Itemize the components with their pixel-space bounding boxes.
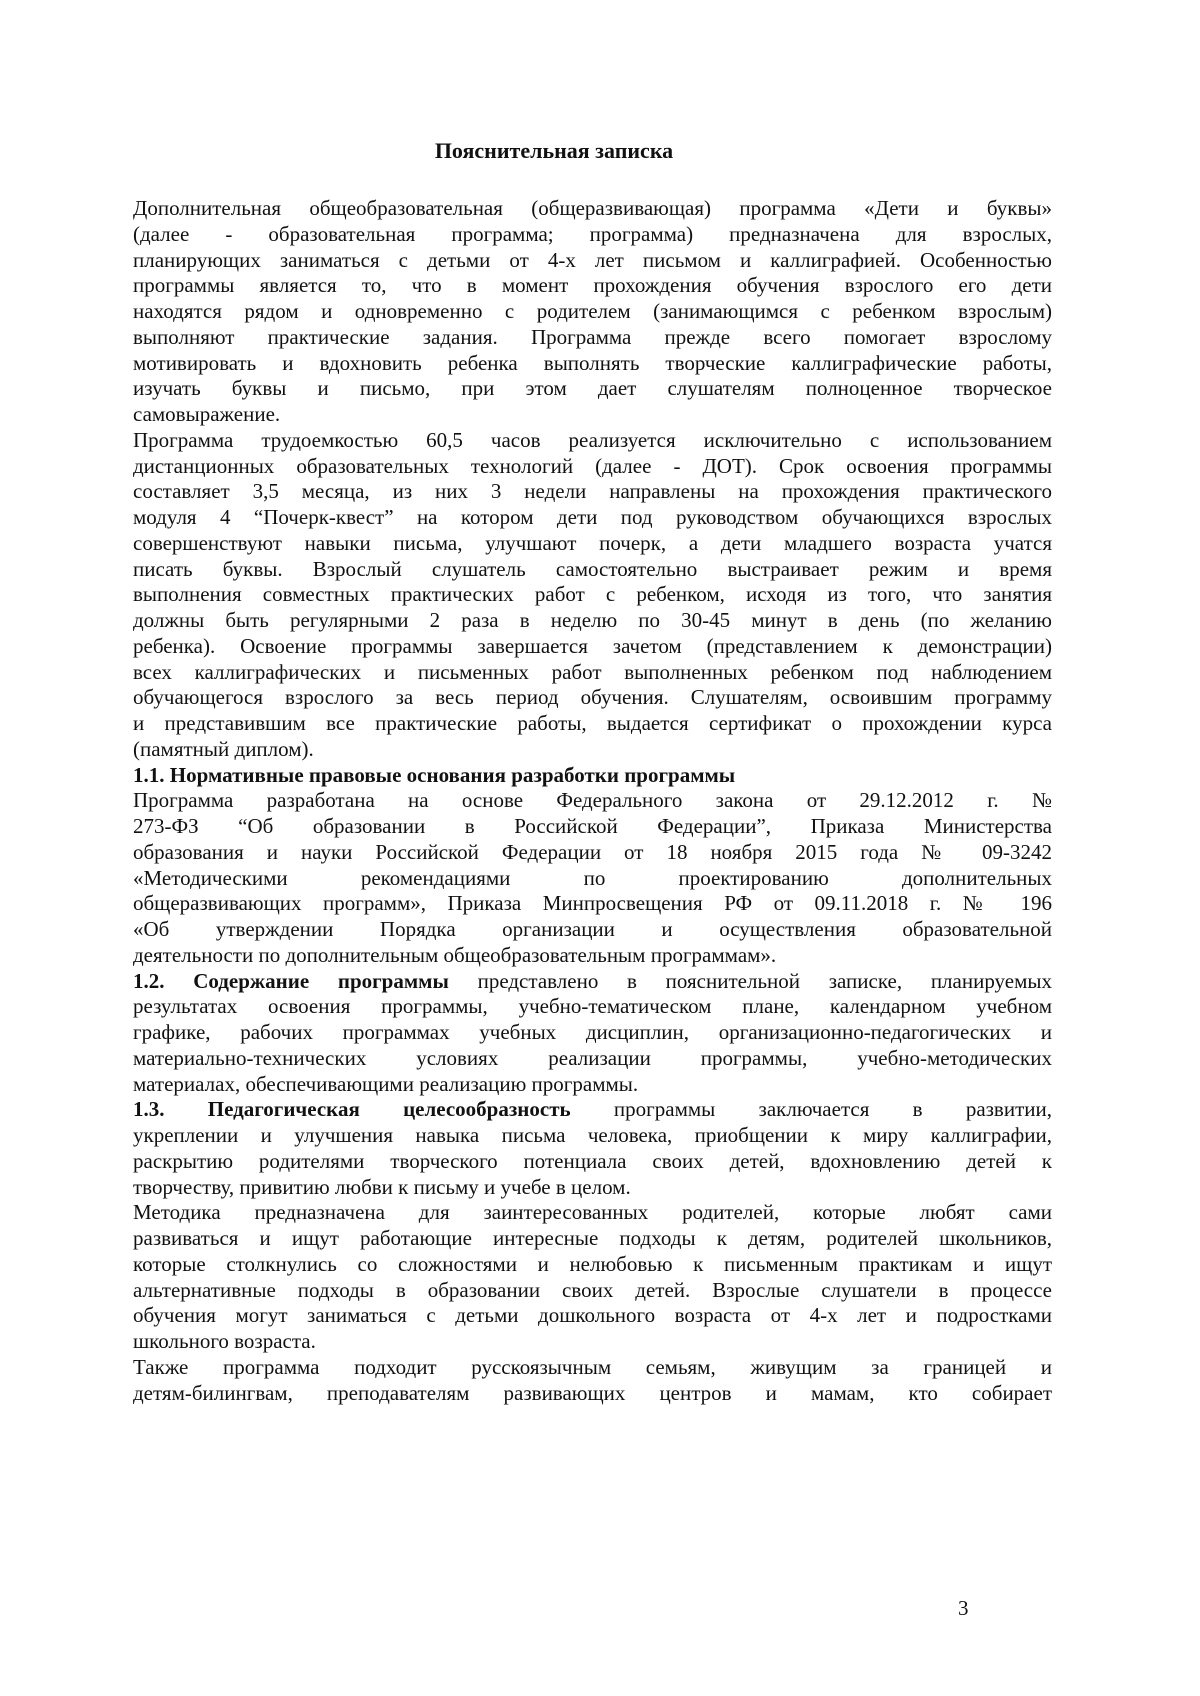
text-line: Программа трудоемкостью 60,5 часов реализуется исключительно с использованием (133, 427, 1052, 452)
text-line: «Об утверждении Порядка организации и осуществления образовательной (133, 917, 1052, 941)
text-line: творчеству, привитию любви к письму и учебе в целом. (133, 1174, 631, 1199)
text-line: самовыражение. (133, 402, 281, 426)
text-line: и представившим все практические работы, выдается сертификат о прохождении курса (133, 711, 1052, 735)
text-line: Методика предназначена для заинтересованных родителей, которые любят сами (133, 1200, 1052, 1225)
text-line: деятельности по дополнительным общеобразовательным программам». (133, 942, 777, 967)
text-line: материально-технических условиях реализации программы, учебно-методических (133, 1045, 1052, 1070)
text-line: ребенка). Освоение программы завершается зачетом (представлением к демонстрации) (133, 633, 1052, 658)
paragraph-methodology (133, 1200, 1052, 1355)
text-line: мотивировать и вдохновить ребенка выполнять творческие каллиграфические работы, (133, 350, 1052, 375)
text-line: школьного возраста. (133, 1329, 316, 1353)
page-number: 3 (958, 1596, 969, 1620)
text-line: планирующих заниматься с детьми от 4-х лет письмом и каллиграфией. Особенностью (133, 247, 1052, 272)
text-line: совершенствуют навыки письма, улучшают почерк, а дети младшего возраста учатся (133, 530, 1052, 555)
text-line: выполнения совместных практических работ с ребенком, исходя из того, что занятия (133, 582, 1052, 607)
text-line: альтернативные подходы в образовании своих детей. Взрослые слушатели в процессе (133, 1277, 1052, 1302)
text-line: раскрытию родителями творческого потенциала своих детей, вдохновлению детей к (133, 1148, 1052, 1173)
paragraph-section-1-2 (133, 969, 1052, 1098)
text-line: находятся рядом и одновременно с родителем (занимающимся с ребенком взрослым) (133, 299, 1052, 323)
section-heading: 1.1. Нормативные правовые основания разработки программы (133, 762, 736, 787)
text-line: результатах освоения программы, учебно-тематическом плане, календарном учебном (133, 994, 1052, 1019)
paragraph-section-1-1 (133, 763, 1052, 969)
text-line: графике, рабочих программах учебных дисциплин, организационно-педагогических и (133, 1020, 1052, 1044)
paragraph-intro (133, 196, 1052, 428)
paragraph-audience (133, 1355, 1052, 1407)
text-line: обучающегося взрослого за весь период обучения. Слушателям, освоившим программу (133, 685, 1052, 710)
text-line: укреплении и улучшения навыка письма человека, приобщении к миру каллиграфии, (133, 1123, 1052, 1147)
document-body (133, 196, 1052, 1406)
text-line: дистанционных образовательных технологий (далее - ДОТ). Срок освоения программы (133, 453, 1052, 478)
text-line: (памятный диплом). (133, 736, 314, 761)
text-line: «Методическими рекомендациями по проектированию дополнительных (133, 865, 1052, 890)
text-line: Также программа подходит русскоязычным семьям, живущим за границей и (133, 1354, 1052, 1379)
page-title: Пояснительная записка (434, 138, 674, 163)
text-line: детям-билингвам, преподавателям развивающих центров и мамам, кто собирает (133, 1380, 1052, 1405)
section-lead: 1.2. Содержание программы (133, 968, 449, 993)
text-line: общеразвивающих программ», Приказа Минпросвещения РФ от 09.11.2018 г. № 196 (133, 891, 1052, 916)
text-line: 273-ФЗ “Об образовании в Российской Федерации”, Приказа Министерства (133, 814, 1052, 838)
paragraph-section-1-3 (133, 1097, 1052, 1200)
text-line: обучения могут заниматься с детьми дошкольного возраста от 4-х лет и подростками (133, 1303, 1052, 1328)
text-line: развиваться и ищут работающие интересные подходы к детям, родителей школьников, (133, 1226, 1052, 1250)
text-line: Дополнительная общеобразовательная (общеразвивающая) программа «Дети и буквы» (133, 196, 1052, 220)
text-line: модуля 4 “Почерк-квест” на котором дети под руководством обучающихся взрослых (133, 505, 1052, 529)
text-line: выполняют практические задания. Программа прежде всего помогает взрослому (133, 324, 1052, 349)
text-line: (далее - образовательная программа; программа) предназначена для взрослых, (133, 221, 1052, 246)
text-line: писать буквы. Взрослый слушатель самостоятельно выстраивает режим и время (133, 556, 1052, 581)
text-line: Программа разработана на основе Федерального закона от 29.12.2012 г. № (133, 788, 1052, 813)
text-line: которые столкнулись со сложностями и нелюбовью к письменным практикам и ищут (133, 1251, 1052, 1276)
text-line: 1.2. Содержание программы представлено в пояснительной записке, планируемых (133, 968, 1052, 993)
text-line: образования и науки Российской Федерации от 18 ноября 2015 года № 09-3242 (133, 839, 1052, 864)
text-line: составляет 3,5 месяца, из них 3 недели направлены на прохождения практического (133, 479, 1052, 504)
text-line: 1.3. Педагогическая целесообразность программы заключается в развитии, (133, 1097, 1052, 1122)
paragraph-duration (133, 428, 1052, 763)
text-line: материалах, обеспечивающими реализацию программы. (133, 1071, 639, 1096)
text-line: всех каллиграфических и письменных работ выполненных ребенком под наблюдением (133, 659, 1052, 684)
text-line: программы является то, что в момент прохождения обучения взрослого его дети (133, 273, 1052, 298)
text-line: изучать буквы и письмо, при этом дает слушателям полноценное творческое (133, 376, 1052, 401)
text-line: должны быть регулярными 2 раза в неделю по 30-45 минут в день (по желанию (133, 608, 1052, 632)
section-lead: 1.3. Педагогическая целесообразность (133, 1097, 571, 1122)
